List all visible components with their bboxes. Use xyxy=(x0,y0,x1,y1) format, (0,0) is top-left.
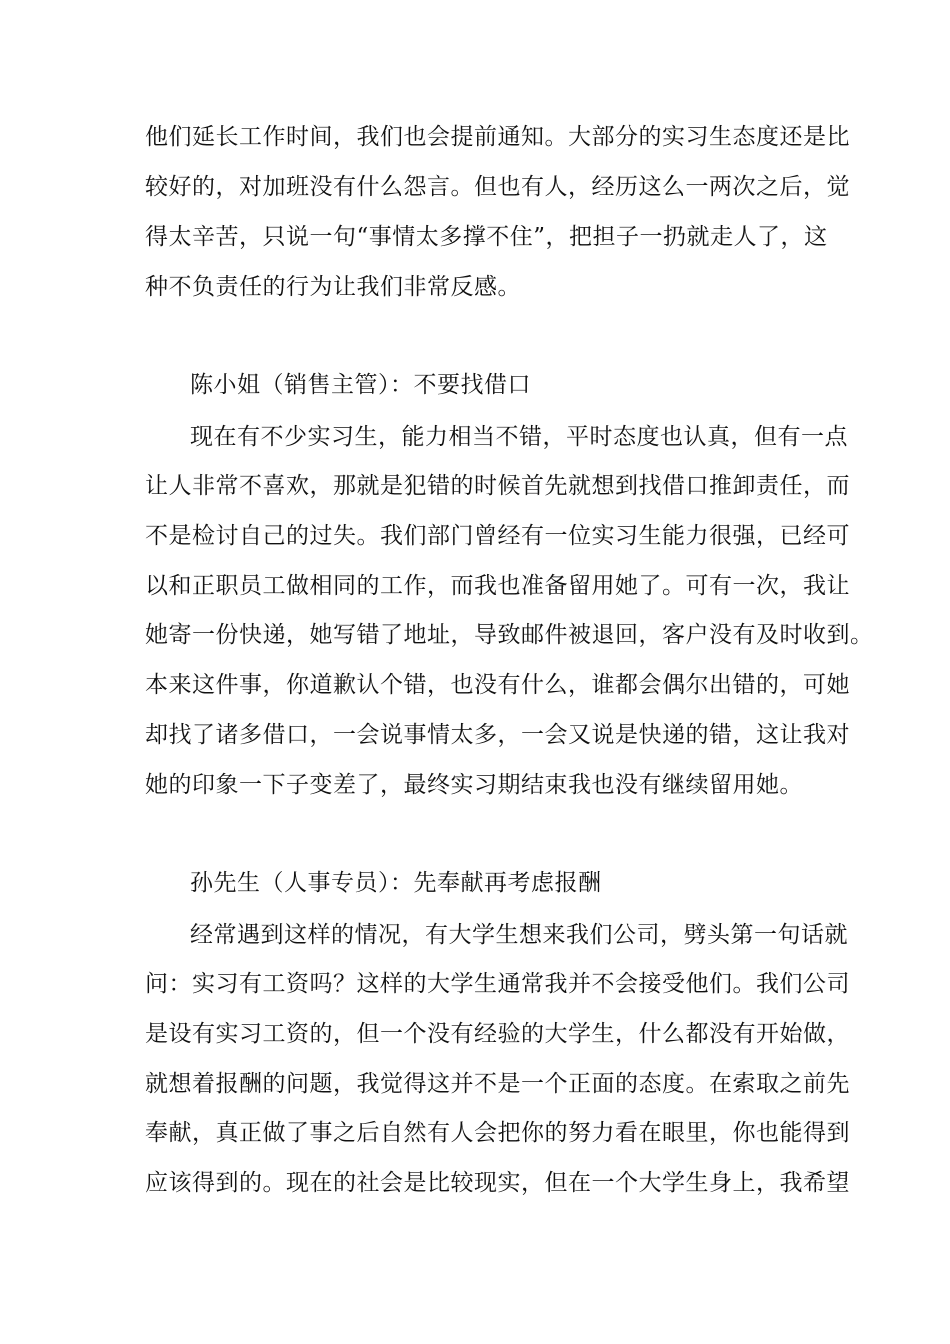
sun-paragraph-line-6: 应该得到的。现在的社会是比较现实，但在一个大学生身上，我希望 xyxy=(145,1170,850,1196)
chen-paragraph-line-6: 本来这件事，你道歉认个错，也没有什么，谁都会偶尔出错的，可她 xyxy=(145,672,850,698)
chen-paragraph-line-3: 不是检讨自己的过失。我们部门曾经有一位实习生能力很强，已经可 xyxy=(145,523,850,549)
sun-paragraph-line-3: 是设有实习工资的，但一个没有经验的大学生，什么都没有开始做， xyxy=(145,1021,850,1047)
paragraph-1-line-2: 较好的，对加班没有什么怨言。但也有人，经历这么一两次之后，觉 xyxy=(145,174,850,200)
chen-paragraph-line-2: 让人非常不喜欢，那就是犯错的时候首先就想到找借口推卸责任，而 xyxy=(145,473,850,499)
paragraph-1-line-4: 种不负责任的行为让我们非常反感。 xyxy=(145,274,521,300)
sun-paragraph-line-1: 经常遇到这样的情况，有大学生想来我们公司，劈头第一句话就 xyxy=(190,922,848,948)
sun-paragraph-line-5: 奉献，真正做了事之后自然有人会把你的努力看在眼里，你也能得到 xyxy=(145,1120,850,1146)
paragraph-1-line-1: 他们延长工作时间，我们也会提前通知。大部分的实习生态度还是比 xyxy=(145,124,850,150)
section-heading-sun: 孙先生（人事专员）：先奉献再考虑报酬 xyxy=(190,870,602,896)
chen-paragraph-line-7: 却找了诸多借口，一会说事情太多，一会又说是快递的错，这让我对 xyxy=(145,722,850,748)
sun-paragraph-line-2: 问：实习有工资吗？这样的大学生通常我并不会接受他们。我们公司 xyxy=(145,971,850,997)
paragraph-1-line-3: 得太辛苦，只说一句“事情太多撑不住”，把担子一扔就走人了，这 xyxy=(145,224,828,250)
chen-paragraph-line-1: 现在有不少实习生，能力相当不错，平时态度也认真，但有一点 xyxy=(190,424,848,450)
chen-paragraph-line-5: 她寄一份快递，她写错了地址，导致邮件被退回，客户没有及时收到。 xyxy=(145,622,874,648)
section-heading-chen: 陈小姐（销售主管）：不要找借口 xyxy=(190,372,531,398)
chen-paragraph-line-8: 她的印象一下子变差了，最终实习期结束我也没有继续留用她。 xyxy=(145,772,803,798)
sun-paragraph-line-4: 就想着报酬的问题，我觉得这并不是一个正面的态度。在索取之前先 xyxy=(145,1071,850,1097)
chen-paragraph-line-4: 以和正职员工做相同的工作，而我也准备留用她了。可有一次，我让 xyxy=(145,573,850,599)
